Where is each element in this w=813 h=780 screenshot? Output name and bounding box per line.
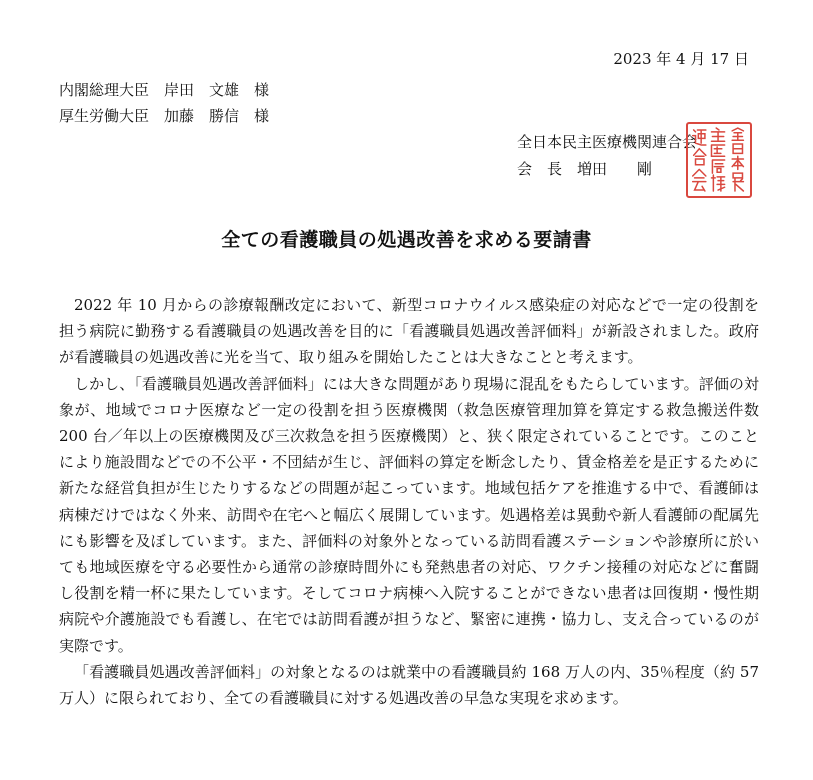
sender-representative: 会 長 増田 剛 <box>516 160 652 178</box>
official-seal-stamp <box>686 122 752 198</box>
seal-stamp-graphic <box>688 124 750 196</box>
document-body <box>59 292 759 711</box>
document-date: 2023 年 4 月 17 日 <box>613 50 749 68</box>
sender-organization: 全日本民主医療機関連合会 <box>516 133 697 151</box>
body-paragraph: しかし、「看護職員処遇改善評価料」には大きな問題があり現場に混乱をもたらしています。評価の対象が、地域でコロナ医療など一定の役割を担う医療機関（救急医療管理加算を算定する救急搬送件数 200 台／年以上の医療機関及び三次救急を担う医療機関）と、狭く限定されていることです。このことにより施設間などでの不公平・不団結が生じ、評価料の算定を断念したり、賃金格差を是正するために新たな経営負担が生じたりするなどの問題が起こっています。地域包括ケアを推進する中で、看護師は病棟だけではなく外来、訪問や在宅へと幅広く展開しています。処遇格差は異動や新人看護師の配属先にも影響を及ぼしています。また、評価料の対象外となっている訪問看護ステーションや診療所に於いても地域医療を守る必要性から通常の診療時間外にも発熱患者の対応、ワクチン接種の対応などに奮闘し役割を精一杯に果たしています。そしてコロナ病棟へ入院することができない患者は回復期・慢性期病院や介護施設でも看護し、在宅では訪問看護が担うなど、緊密に連携・協力し、支え合っているのが実際です。 <box>59 374 759 655</box>
recipients-block <box>59 77 269 129</box>
sender-block <box>517 129 697 183</box>
body-paragraph: 2022 年 10 月からの診療報酬改定において、新型コロナウイルス感染症の対応などで一定の役割を担う病院に勤務する看護職員の処遇改善を目的に「看護職員処遇改善評価料」が新設されました。政府が看護職員の処遇改善に光を当て、取り組みを開始したことは大きなことと考えます。 <box>59 296 759 367</box>
recipient-prime-minister: 内閣総理大臣 岸田 文雄 様 <box>59 81 270 99</box>
recipient-health-minister: 厚生労働大臣 加藤 勝信 様 <box>59 107 270 125</box>
document-title: 全ての看護職員の処遇改善を求める要請書 <box>221 229 592 251</box>
body-paragraph: 「看護職員処遇改善評価料」の対象となるのは就業中の看護職員約 168 万人の内、35％程度（約 57 万人）に限られており、全ての看護職員に対する処遇改善の早急な実現を求めます。 <box>59 662 759 708</box>
